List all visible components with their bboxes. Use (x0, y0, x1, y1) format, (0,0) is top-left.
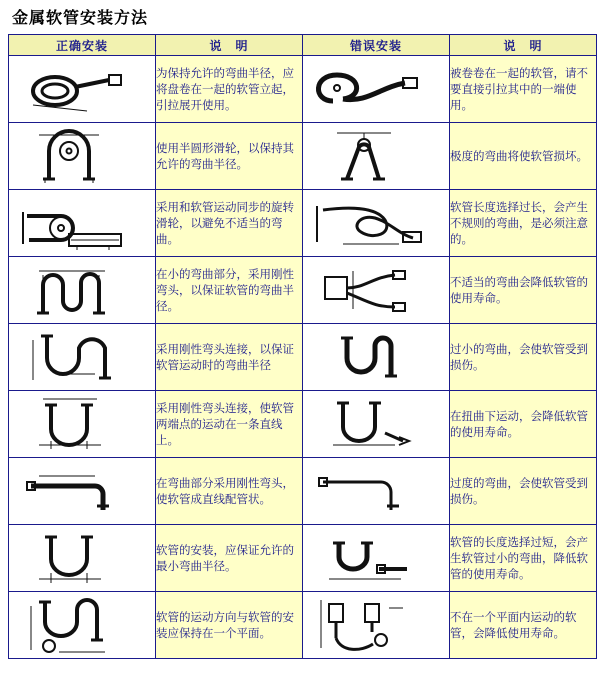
figure-cell-correct (9, 458, 156, 525)
description-correct: 采用刚性弯头连接，以保证软管运动时的弯曲半径 (156, 324, 303, 391)
semicircular-pulley-icon (9, 127, 155, 185)
table-header-row (9, 35, 597, 56)
description-correct: 为保持允许的弯曲半径，应将盘卷在一起的软管立起，引拉展开使用。 (156, 56, 303, 123)
figure-cell-correct (9, 324, 156, 391)
description-wrong: 在扭曲下运动，会降低软管的使用寿命。 (450, 391, 597, 458)
too-small-bend-icon (303, 328, 449, 386)
description-wrong: 软管的长度选择过短，会产生软管过小的弯曲，降低软管的使用寿命。 (450, 525, 597, 592)
short-length-small-bend-icon (303, 529, 449, 587)
installation-methods-table (8, 34, 597, 659)
sharp-bend-pulley-icon (303, 127, 449, 185)
out-of-plane-motion-icon (303, 592, 449, 658)
page-title: 金属软管安装方法 (12, 8, 149, 27)
description-correct: 在小的弯曲部分，采用刚性弯头，以保证软管的弯曲半径。 (156, 257, 303, 324)
straight-pipe-elbow-icon (9, 462, 155, 520)
figure-cell-correct (9, 123, 156, 190)
coiled-hose-upright-icon (9, 61, 155, 117)
header-wrong-desc: 说 明 (450, 35, 597, 56)
table-row (9, 592, 597, 659)
figure-cell-wrong (303, 458, 450, 525)
description-wrong: 不适当的弯曲会降低软管的使用寿命。 (450, 257, 597, 324)
figure-cell-wrong (303, 56, 450, 123)
table-row (9, 324, 597, 391)
description-wrong: 过度的弯曲，会使软管受到损伤。 (450, 458, 597, 525)
header-correct-desc: 说 明 (156, 35, 303, 56)
improper-bend-icon (303, 261, 449, 319)
description-correct: 采用刚性弯头连接，使软管两端点的运动在一条直线上。 (156, 391, 303, 458)
figure-cell-wrong (303, 391, 450, 458)
torsional-motion-icon (303, 395, 449, 453)
rigid-elbow-small-bend-icon (9, 261, 155, 319)
header-correct-install: 正确安装 (9, 35, 156, 56)
figure-cell-wrong (303, 592, 450, 659)
description-correct: 采用和软管运动同步的旋转滑轮，以避免不适当的弯曲。 (156, 190, 303, 257)
description-wrong: 过小的弯曲，会使软管受到损伤。 (450, 324, 597, 391)
excessive-bend-icon (303, 462, 449, 520)
figure-cell-wrong (303, 324, 450, 391)
rotating-pulley-sync-icon (9, 194, 155, 252)
header-wrong-install: 错误安装 (303, 35, 450, 56)
description-wrong: 不在一个平面内运动的软管，会降低使用寿命。 (450, 592, 597, 659)
figure-cell-correct (9, 257, 156, 324)
description-correct: 在弯曲部分采用刚性弯头，使软管成直线配管状。 (156, 458, 303, 525)
coiled-hose-pulled-icon (303, 61, 449, 117)
description-wrong: 软管长度选择过长，会产生不规则的弯曲，是必须注意的。 (450, 190, 597, 257)
long-hose-irregular-bend-icon (303, 194, 449, 252)
figure-cell-correct (9, 525, 156, 592)
same-plane-motion-icon (9, 592, 155, 658)
minimum-bend-radius-icon (9, 529, 155, 587)
description-correct: 软管的安装，应保证允许的最小弯曲半径。 (156, 525, 303, 592)
figure-cell-correct (9, 190, 156, 257)
table-row (9, 458, 597, 525)
table-row (9, 391, 597, 458)
figure-cell-wrong (303, 525, 450, 592)
table-header (9, 35, 597, 56)
u-bend-straight-line-icon (9, 395, 155, 453)
table-row (9, 257, 597, 324)
figure-cell-wrong (303, 123, 450, 190)
table-row (9, 190, 597, 257)
description-correct: 使用半圆形滑轮，以保持其允许的弯曲半径。 (156, 123, 303, 190)
figure-cell-wrong (303, 257, 450, 324)
description-correct: 软管的运动方向与软管的安装应保持在一个平面。 (156, 592, 303, 659)
figure-cell-wrong (303, 190, 450, 257)
table-row (9, 525, 597, 592)
table-row (9, 123, 597, 190)
figure-cell-correct (9, 391, 156, 458)
description-wrong: 极度的弯曲将使软管损坏。 (450, 123, 597, 190)
table-body (9, 56, 597, 659)
figure-cell-correct (9, 56, 156, 123)
description-wrong: 被卷卷在一起的软管，请不要直接引拉其中的一端使用。 (450, 56, 597, 123)
figure-cell-correct (9, 592, 156, 659)
table-row (9, 56, 597, 123)
rigid-elbow-connection-icon (9, 328, 155, 386)
